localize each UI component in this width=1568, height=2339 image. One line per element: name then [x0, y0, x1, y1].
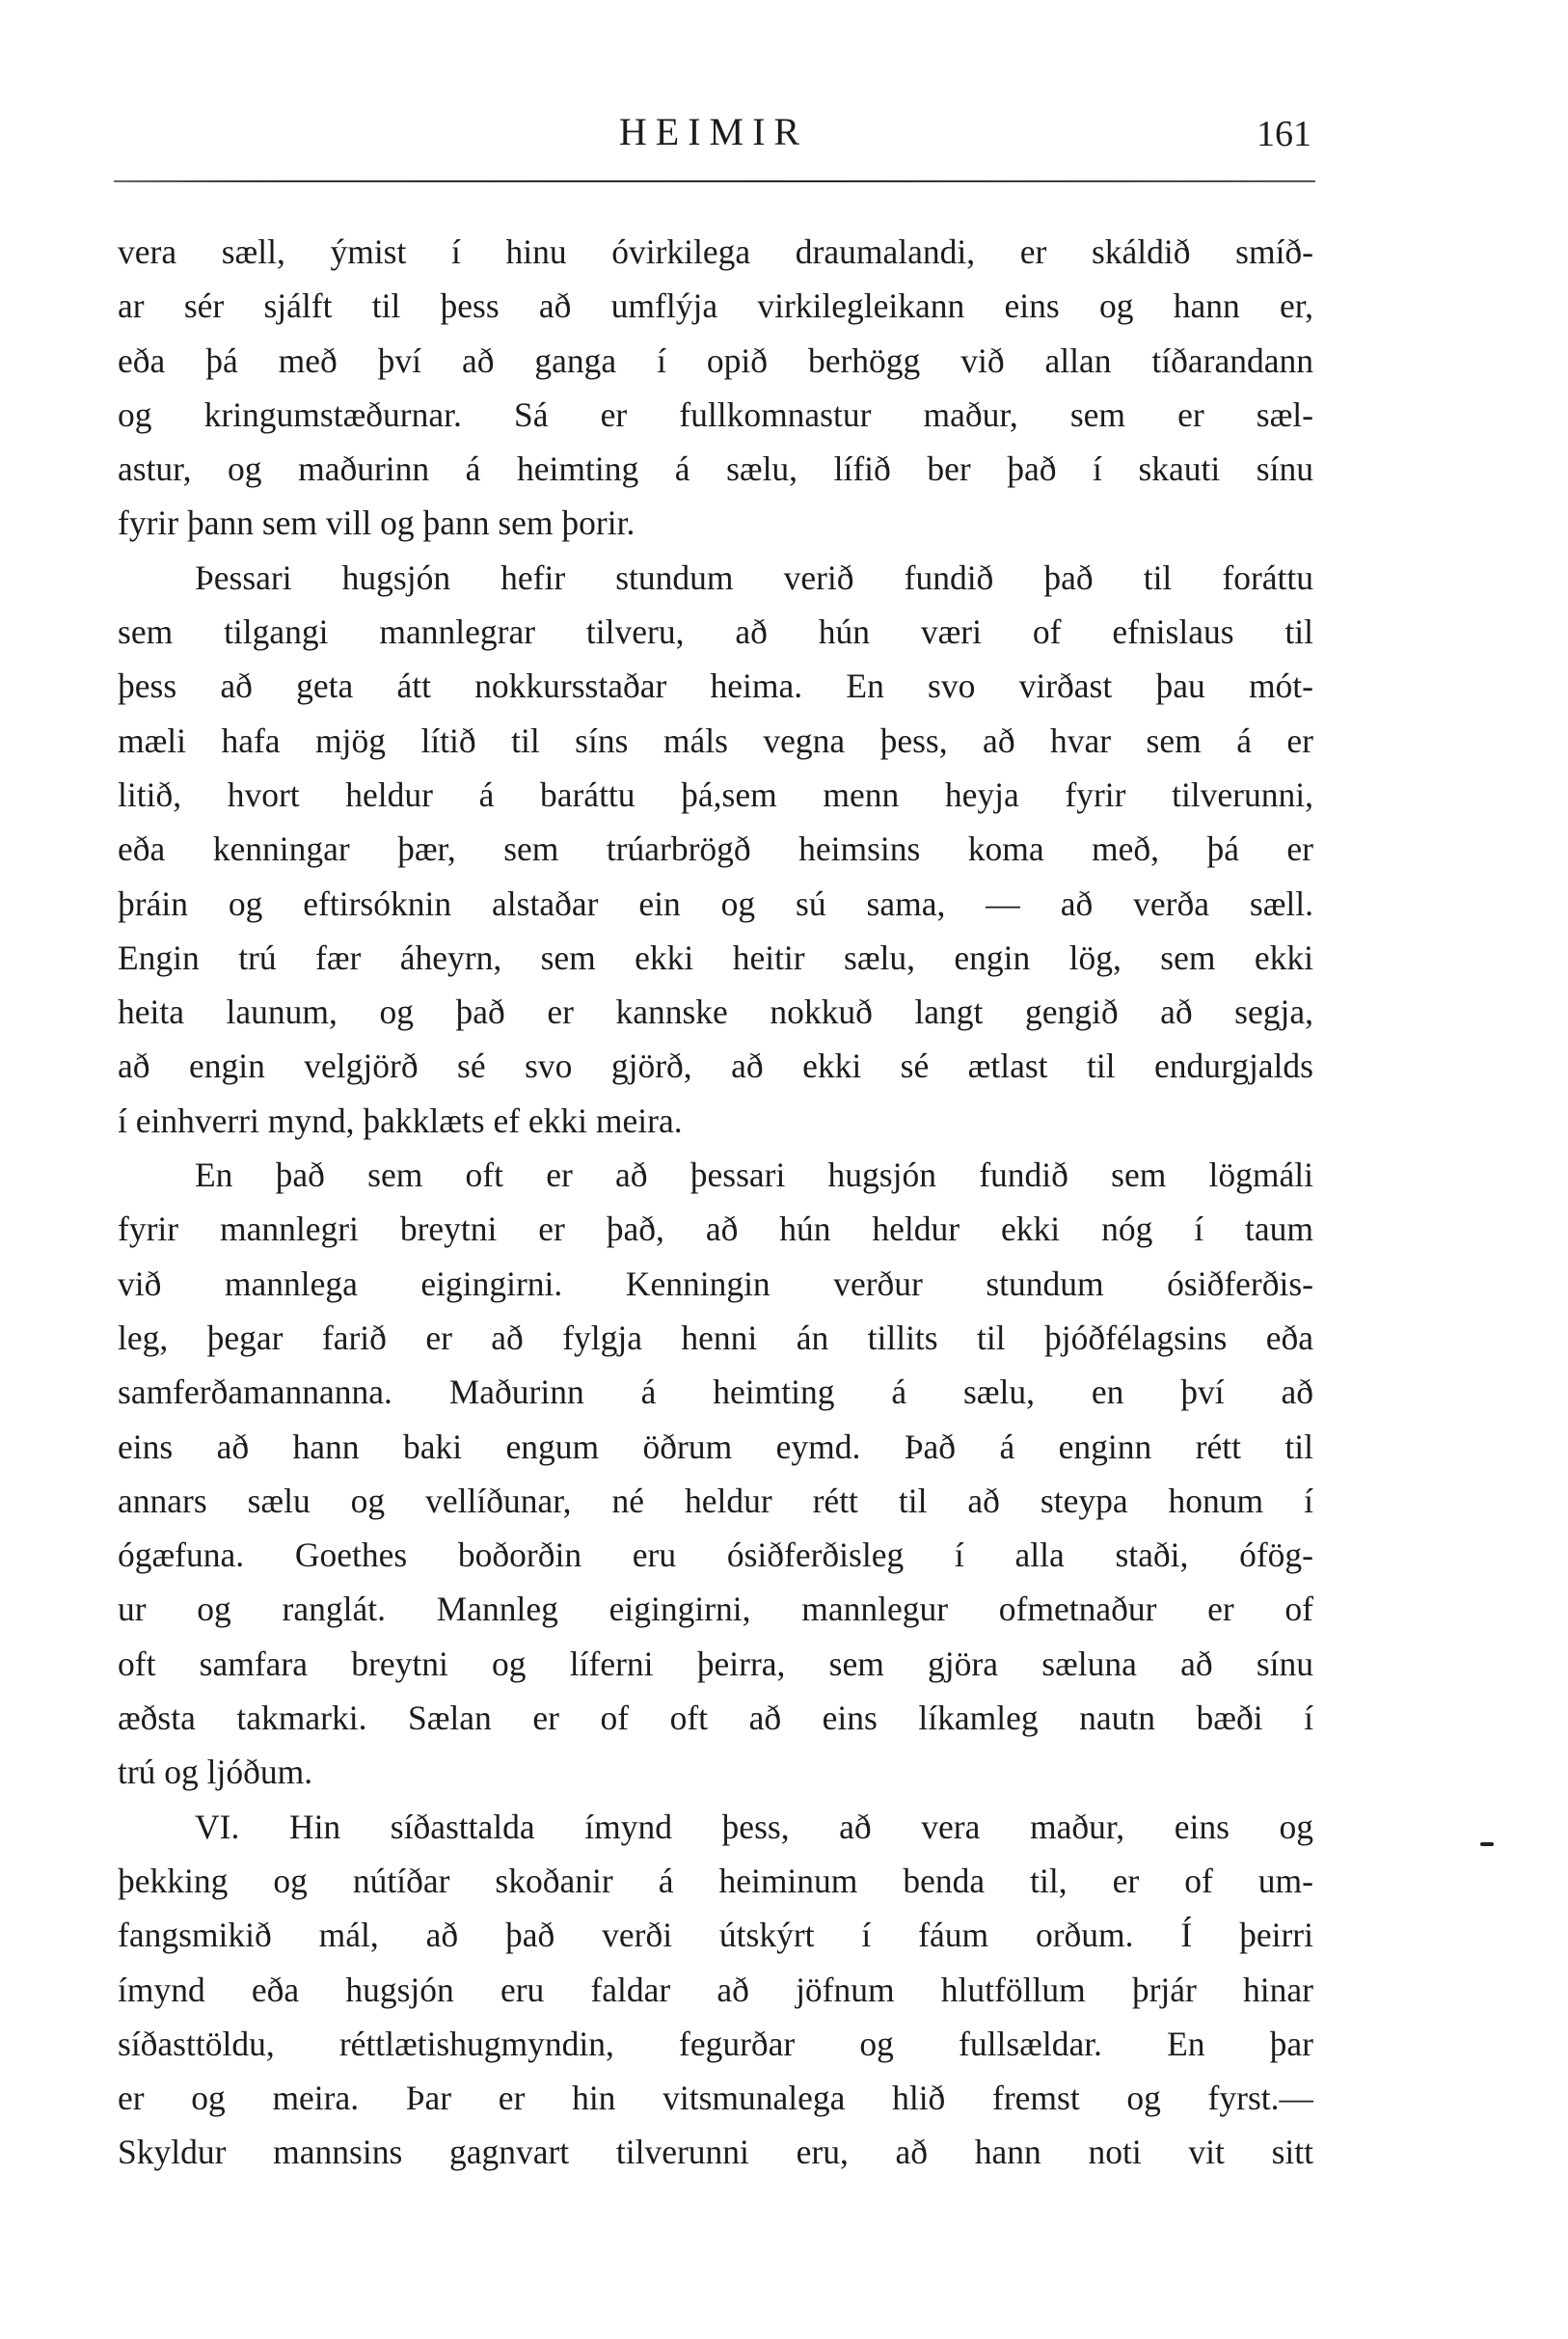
text-line: við mannlega eigingirni. Kenningin verður stundum ósiðferðis-: [118, 1264, 1313, 1303]
text-line: Skyldur mannsins gagnvart tilverunni eru, að hann noti vit sitt: [118, 2133, 1313, 2172]
text-line: heita launum, og það er kannske nokkuð langt gengið að segja,: [118, 993, 1313, 1032]
text-line: og kringumstæðurnar. Sá er fullkomnastur maður, sem er sæl-: [118, 394, 1313, 434]
text-line: að engin velgjörð sé svo gjörð, að ekki sé ætlast til endurgjalds: [118, 1047, 1313, 1086]
header-rule: [114, 180, 1315, 182]
text-line: annars sælu og vellíðunar, né heldur rétt til að steypa honum í: [118, 1481, 1313, 1520]
running-head: [116, 108, 1311, 166]
text-line: eða þá með því að ganga í opið berhögg við allan tíðarandann: [118, 340, 1313, 380]
text-line: ógæfuna. Goethes boðorðin eru ósiðferðisleg í alla staði, ófög-: [118, 1536, 1313, 1575]
text-line: í einhverri mynd, þakklæts ef ekki meira.: [118, 1101, 683, 1140]
running-title: HEIMIR: [618, 110, 809, 153]
text-line: ar sér sjálft til þess að umflýja virkilegleikann eins og hann er,: [118, 286, 1313, 326]
text-line: fyrir þann sem vill og þann sem þorir.: [118, 503, 635, 543]
text-line: eins að hann baki engum öðrum eymd. Það á enginn rétt til: [118, 1427, 1313, 1466]
text-line: mæli hafa mjög lítið til síns máls vegna þess, að hvar sem á er: [118, 721, 1313, 760]
body-text: [118, 225, 1313, 2180]
page-number: 161: [1257, 114, 1311, 154]
text-line: eða kenningar þær, sem trúarbrögð heimsins koma með, þá er: [118, 830, 1313, 869]
text-line: Þessari hugsjón hefir stundum verið fundið það til foráttu: [195, 558, 1313, 597]
text-line: þráin og eftirsóknin alstaðar ein og sú sama, — að verða sæll.: [118, 884, 1313, 923]
text-line: sem tilgangi mannlegrar tilveru, að hún væri of efnislaus til: [118, 612, 1313, 652]
text-line: vera sæll, ýmist í hinu óvirkilega draumalandi, er skáldið smíð-: [118, 232, 1313, 271]
margin-mark: [1480, 1842, 1494, 1846]
text-line: fangsmikið mál, að það verði útskýrt í fáum orðum. Í þeirri: [118, 1916, 1313, 1955]
text-line: fyrir mannlegri breytni er það, að hún heldur ekki nóg í taum: [118, 1210, 1313, 1249]
text-line: litið, hvort heldur á baráttu þá,sem menn heyja fyrir tilverunni,: [118, 775, 1313, 814]
text-line: þess að geta átt nokkursstaðar heima. En svo virðast þau mót-: [118, 666, 1313, 706]
text-line: ur og ranglát. Mannleg eigingirni, mannlegur ofmetnaður er of: [118, 1590, 1313, 1629]
text-line: er og meira. Þar er hin vitsmunalega hlið fremst og fyrst.—: [118, 2079, 1313, 2118]
text-line: leg, þegar farið er að fylgja henni án tillits til þjóðfélagsins eða: [118, 1318, 1313, 1357]
text-line: æðsta takmarki. Sælan er of oft að eins líkamleg nautn bæði í: [118, 1699, 1313, 1738]
text-line: þekking og nútíðar skoðanir á heiminum benda til, er of um-: [118, 1861, 1313, 1900]
text-line: ímynd eða hugsjón eru faldar að jöfnum hlutföllum þrjár hinar: [118, 1970, 1313, 2009]
text-line: astur, og maðurinn á heimting á sælu, lífið ber það í skauti sínu: [118, 449, 1313, 489]
text-line: VI. Hin síðasttalda ímynd þess, að vera maður, eins og: [195, 1807, 1313, 1846]
text-line: síðasttöldu, réttlætishugmyndin, fegurðar og fullsældar. En þar: [118, 2024, 1313, 2063]
text-line: En það sem oft er að þessari hugsjón fundið sem lögmáli: [195, 1156, 1313, 1195]
text-line: trú og ljóðum.: [118, 1753, 313, 1792]
text-line: samferðamannanna. Maðurinn á heimting á sælu, en því að: [118, 1373, 1313, 1412]
text-line: Engin trú fær áheyrn, sem ekki heitir sælu, engin lög, sem ekki: [118, 938, 1313, 977]
text-line: oft samfara breytni og líferni þeirra, sem gjöra sæluna að sínu: [118, 1644, 1313, 1683]
